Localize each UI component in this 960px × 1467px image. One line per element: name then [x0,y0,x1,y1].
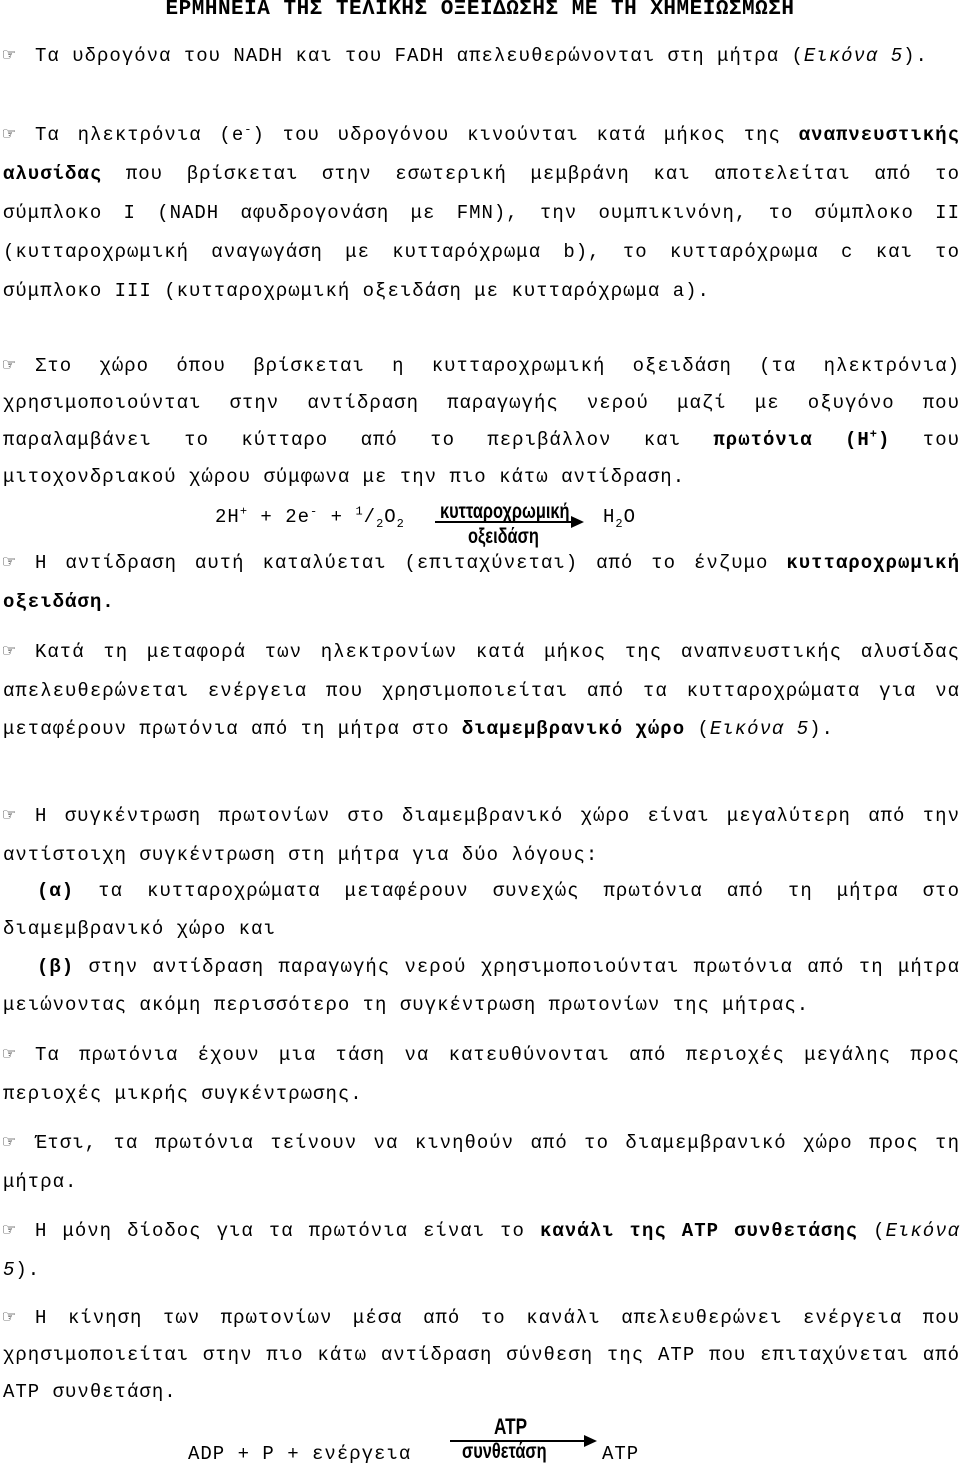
enzyme-label-cytochrome: κυτταροχρωμική [440,500,570,523]
enzyme-label-synthase: συνθετάση [462,1440,547,1463]
paragraph-atp-synthase-channel: ☞ Η μόνη δίοδος για τα πρωτόνια είναι το κανάλι της ATP συνθετάσης (Εικόνα 5). [3,1212,960,1289]
term-atp-synthase-channel: κανάλι της ATP συνθετάσης [540,1220,859,1242]
paragraph-electron-transport: ☞ Κατά τη μεταφορά των ηλεκτρονίων κατά μήκος της αναπνευστικής αλυσίδας απελευθερώνεται ενέργεια που χρησιμοποιείται από τα κυτταροχρώματα για να μεταφέρουν πρωτόνια από τη μήτρα στο διαμεμβρανικό χώρο (Εικόνα 5). [3,633,960,748]
pointing-hand-icon: ☞ [3,1220,17,1243]
pointing-hand-icon: ☞ [3,45,17,68]
list-marker-a: (α) [37,880,75,902]
term-intermembrane-space: διαμεμβρανικό χώρο [461,718,686,740]
reaction-product-water: $H_2O$ [603,506,637,531]
enzyme-label-atp: ATP [494,1414,528,1439]
pointing-hand-icon: ☞ [3,1044,17,1067]
pointing-hand-icon: ☞ [3,355,17,378]
figure-reference: Εικόνα 5 [803,45,904,67]
reaction-equation-water: $2H^+ + 2e^- + ^1/_2O_2$ [215,504,405,531]
term-cytochrome-oxidase: κυτταροχρωμική οξειδάση. [3,552,960,613]
paragraph-atp-synthesis: ☞ Η κίνηση των πρωτονίων μέσα από το κανάλι απελευθερώνει ενέργεια που χρησιμοποιείται στην πιο κάτω αντίδραση σύνθεση της ATP που επιταχύνεται από ATP συνθετάση. [3,1300,960,1411]
paragraph-proton-tendency: ☞ Τα πρωτόνια έχουν μια τάση να κατευθύνονται από περιοχές μεγάλης προς περιοχές μικρής συγκέντρωσης. [3,1036,960,1113]
reaction-reactants-atp: ADP + P + ενέργεια [188,1443,412,1465]
figure-reference: Εικόνα 5 [709,718,810,740]
reaction-product-atp: ATP [602,1443,640,1465]
pointing-hand-icon: ☞ [3,1132,17,1155]
paragraph-proton-concentration: ☞ Η συγκέντρωση πρωτονίων στο διαμεμβρανικό χώρο είναι μεγαλύτερη από την αντίστοιχη συγκέντρωση στη μήτρα για δύο λόγους: [3,797,960,874]
paragraph-water-production: ☞ Στο χώρο όπου βρίσκεται η κυτταροχρωμική οξειδάση (τα ηλεκτρόνια) χρησιμοποιούνται στην αντίδραση παραγωγής νερού μαζί με οξυγόνο που παραλαμβάνει το κύτταρο από το περιβάλλον και πρωτόνια (H+) του μιτοχονδριακού χώρου σύμφωνα με την πιο κάτω αντίδραση. [3,348,960,496]
term-respiratory-chain: αναπνευστικής αλυσίδας [3,124,960,185]
list-marker-b: (β) [37,956,75,978]
figure-reference: Εικόνα 5 [3,1220,960,1281]
paragraph-proton-movement: ☞ Έτσι, τα πρωτόνια τείνουν να κινηθούν από το διαμεμβρανικό χώρο προς τη μήτρα. [3,1124,960,1201]
paragraph-reason-b: (β) στην αντίδραση παραγωγής νερού χρησιμοποιούνται πρωτόνια από τη μήτρα μειώνοντας ακόμη περισσότερο τη συγκέντρωση πρωτονίων της μήτρας. [3,956,960,1016]
pointing-hand-icon: ☞ [3,124,17,147]
pointing-hand-icon: ☞ [3,641,17,664]
enzyme-label-oxidase: οξειδάση [468,525,539,548]
paragraph-enzyme-catalysis: ☞ Η αντίδραση αυτή καταλύεται (επιταχύνεται) από το ένζυμο κυτταροχρωμική οξειδάση. [3,544,960,622]
pointing-hand-icon: ☞ [3,1307,17,1330]
pointing-hand-icon: ☞ [3,805,17,828]
pointing-hand-icon: ☞ [3,552,17,575]
paragraph-respiratory-chain: ☞ Τα ηλεκτρόνια (e-) του υδρογόνου κινούνται κατά μήκος της αναπνευστικής αλυσίδας που βρίσκεται στην εσωτερική μεμβράνη και αποτελείται από το σύμπλοκο I (NADH αφυδρογονάση με FMN), την ουμπικινόνη, το σύμπλοκο II (κυτταροχρωμική αναγωγάση με κυτταρόχρωμα b), το κυτταρόχρωμα c και το σύμπλοκο III (κυτταροχρωμική οξειδάση με κυτταρόχρωμα a). [3,116,960,311]
term-protons: πρωτόνια (H+) [713,427,891,451]
page-title: ΕΡΜΗΝΕΙΑ ΤΗΣ ΤΕΛΙΚΗΣ ΟΞΕΙΔΩΣΗΣ ΜΕ ΤΗ ΧΗΜΕΙΩΣΜΩΣΗ [165,0,795,21]
paragraph-nadh-release: ☞ Τα υδρογόνα του NADH και του FADH απελευθερώνονται στη μήτρα (Εικόνα 5). [3,38,960,75]
paragraph-reason-a: (α) τα κυτταροχρώματα μεταφέρουν συνεχώς πρωτόνια από τη μήτρα στο διαμεμβρανικό χώρο και [3,880,960,940]
